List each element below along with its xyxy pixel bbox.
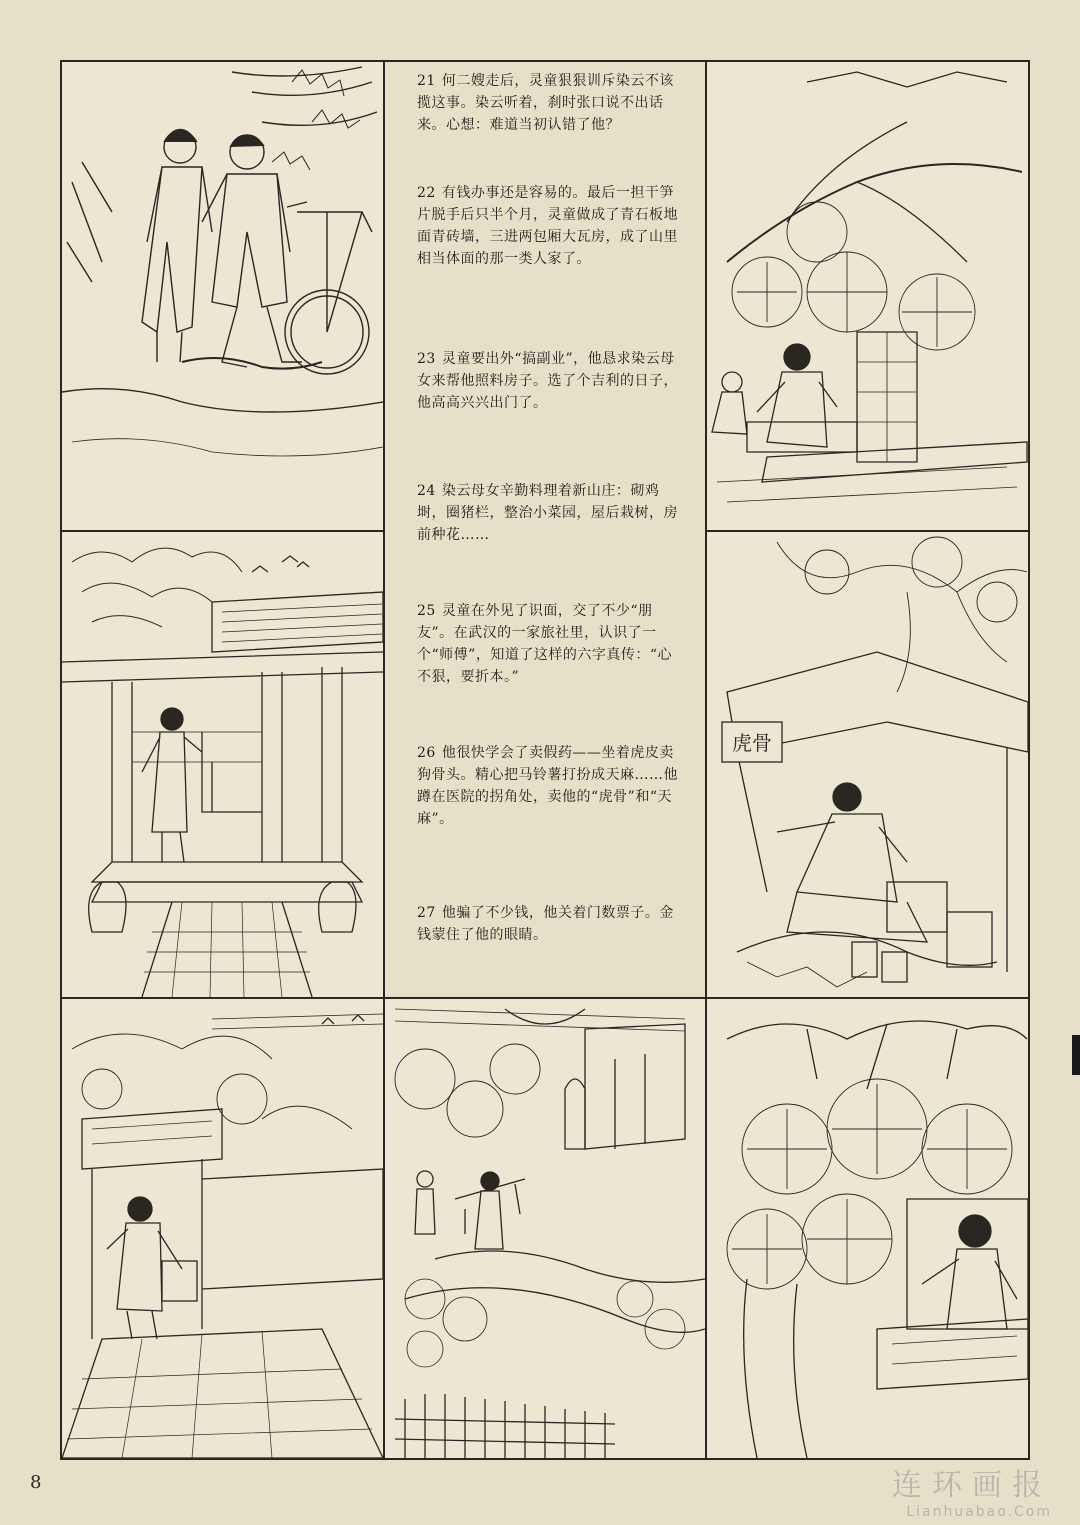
caption-26	[417, 742, 683, 830]
caption-text: 有钱办事还是容易的。最后一担干笋片脱手后只半个月，灵童做成了青石板地面青砖墙，三进两包厢大瓦房，成了山里相当体面的那一类人家了。	[417, 185, 678, 267]
stall-sign	[722, 722, 782, 762]
caption-column	[385, 60, 705, 998]
site-watermark	[892, 1460, 1052, 1520]
caption-27	[417, 902, 683, 946]
caption-25	[417, 600, 683, 688]
caption-21	[417, 70, 683, 136]
caption-number: 27	[417, 905, 436, 921]
caption-number: 22	[417, 185, 436, 201]
caption-23	[417, 348, 683, 414]
caption-text: 灵童要出外“搞副业”，他恳求染云母女来帮他照料房子。选了个吉利的日子，他高高兴兴出门了。	[417, 351, 678, 411]
caption-text: 染云母女辛勤料理着新山庄：砌鸡埘，圈猪栏，整治小菜园，屋后栽树，房前种花……	[417, 483, 678, 543]
caption-text: 何二嫂走后，灵童狠狠训斥染云不该揽这事。染云听着，刹时张口说不出话来。心想：难道当初认错了他？	[417, 73, 674, 133]
panel-village-path-illustration	[385, 999, 705, 1458]
panel-24-illustration	[62, 532, 383, 997]
watermark-logo-text: 连环画报	[892, 1468, 1052, 1503]
watermark-url: Lianhuabao.Com	[906, 1504, 1052, 1520]
panel-26-illustration	[707, 532, 1028, 997]
panel-window-illustration	[707, 999, 1028, 1458]
caption-text: 灵童在外见了识面，交了不少“朋友”。在武汉的一家旅社里，认识了一个“师傅”，知道了这样的六字真传：“心不狠，要折本。”	[417, 603, 672, 685]
stall-sign-text: 虎骨	[732, 731, 772, 755]
panel-23-illustration	[707, 62, 1028, 530]
page-number: 8	[30, 1472, 42, 1493]
panel-21-illustration	[62, 62, 383, 530]
caption-24	[417, 480, 683, 546]
caption-text: 他骗了不少钱，他关着门数票子。金钱蒙住了他的眼睛。	[417, 905, 674, 943]
caption-number: 24	[417, 483, 436, 499]
binding-edge-mark	[1072, 1035, 1080, 1075]
caption-number: 21	[417, 73, 436, 89]
caption-22	[417, 182, 683, 270]
caption-text: 他很快学会了卖假药——坐着虎皮卖狗骨头。精心把马铃薯打扮成天麻……他蹲在医院的拐角处，卖他的“虎骨”和“天麻”。	[417, 745, 678, 827]
caption-number: 23	[417, 351, 436, 367]
panel-25-illustration	[62, 999, 383, 1458]
caption-number: 26	[417, 745, 436, 761]
caption-number: 25	[417, 603, 436, 619]
